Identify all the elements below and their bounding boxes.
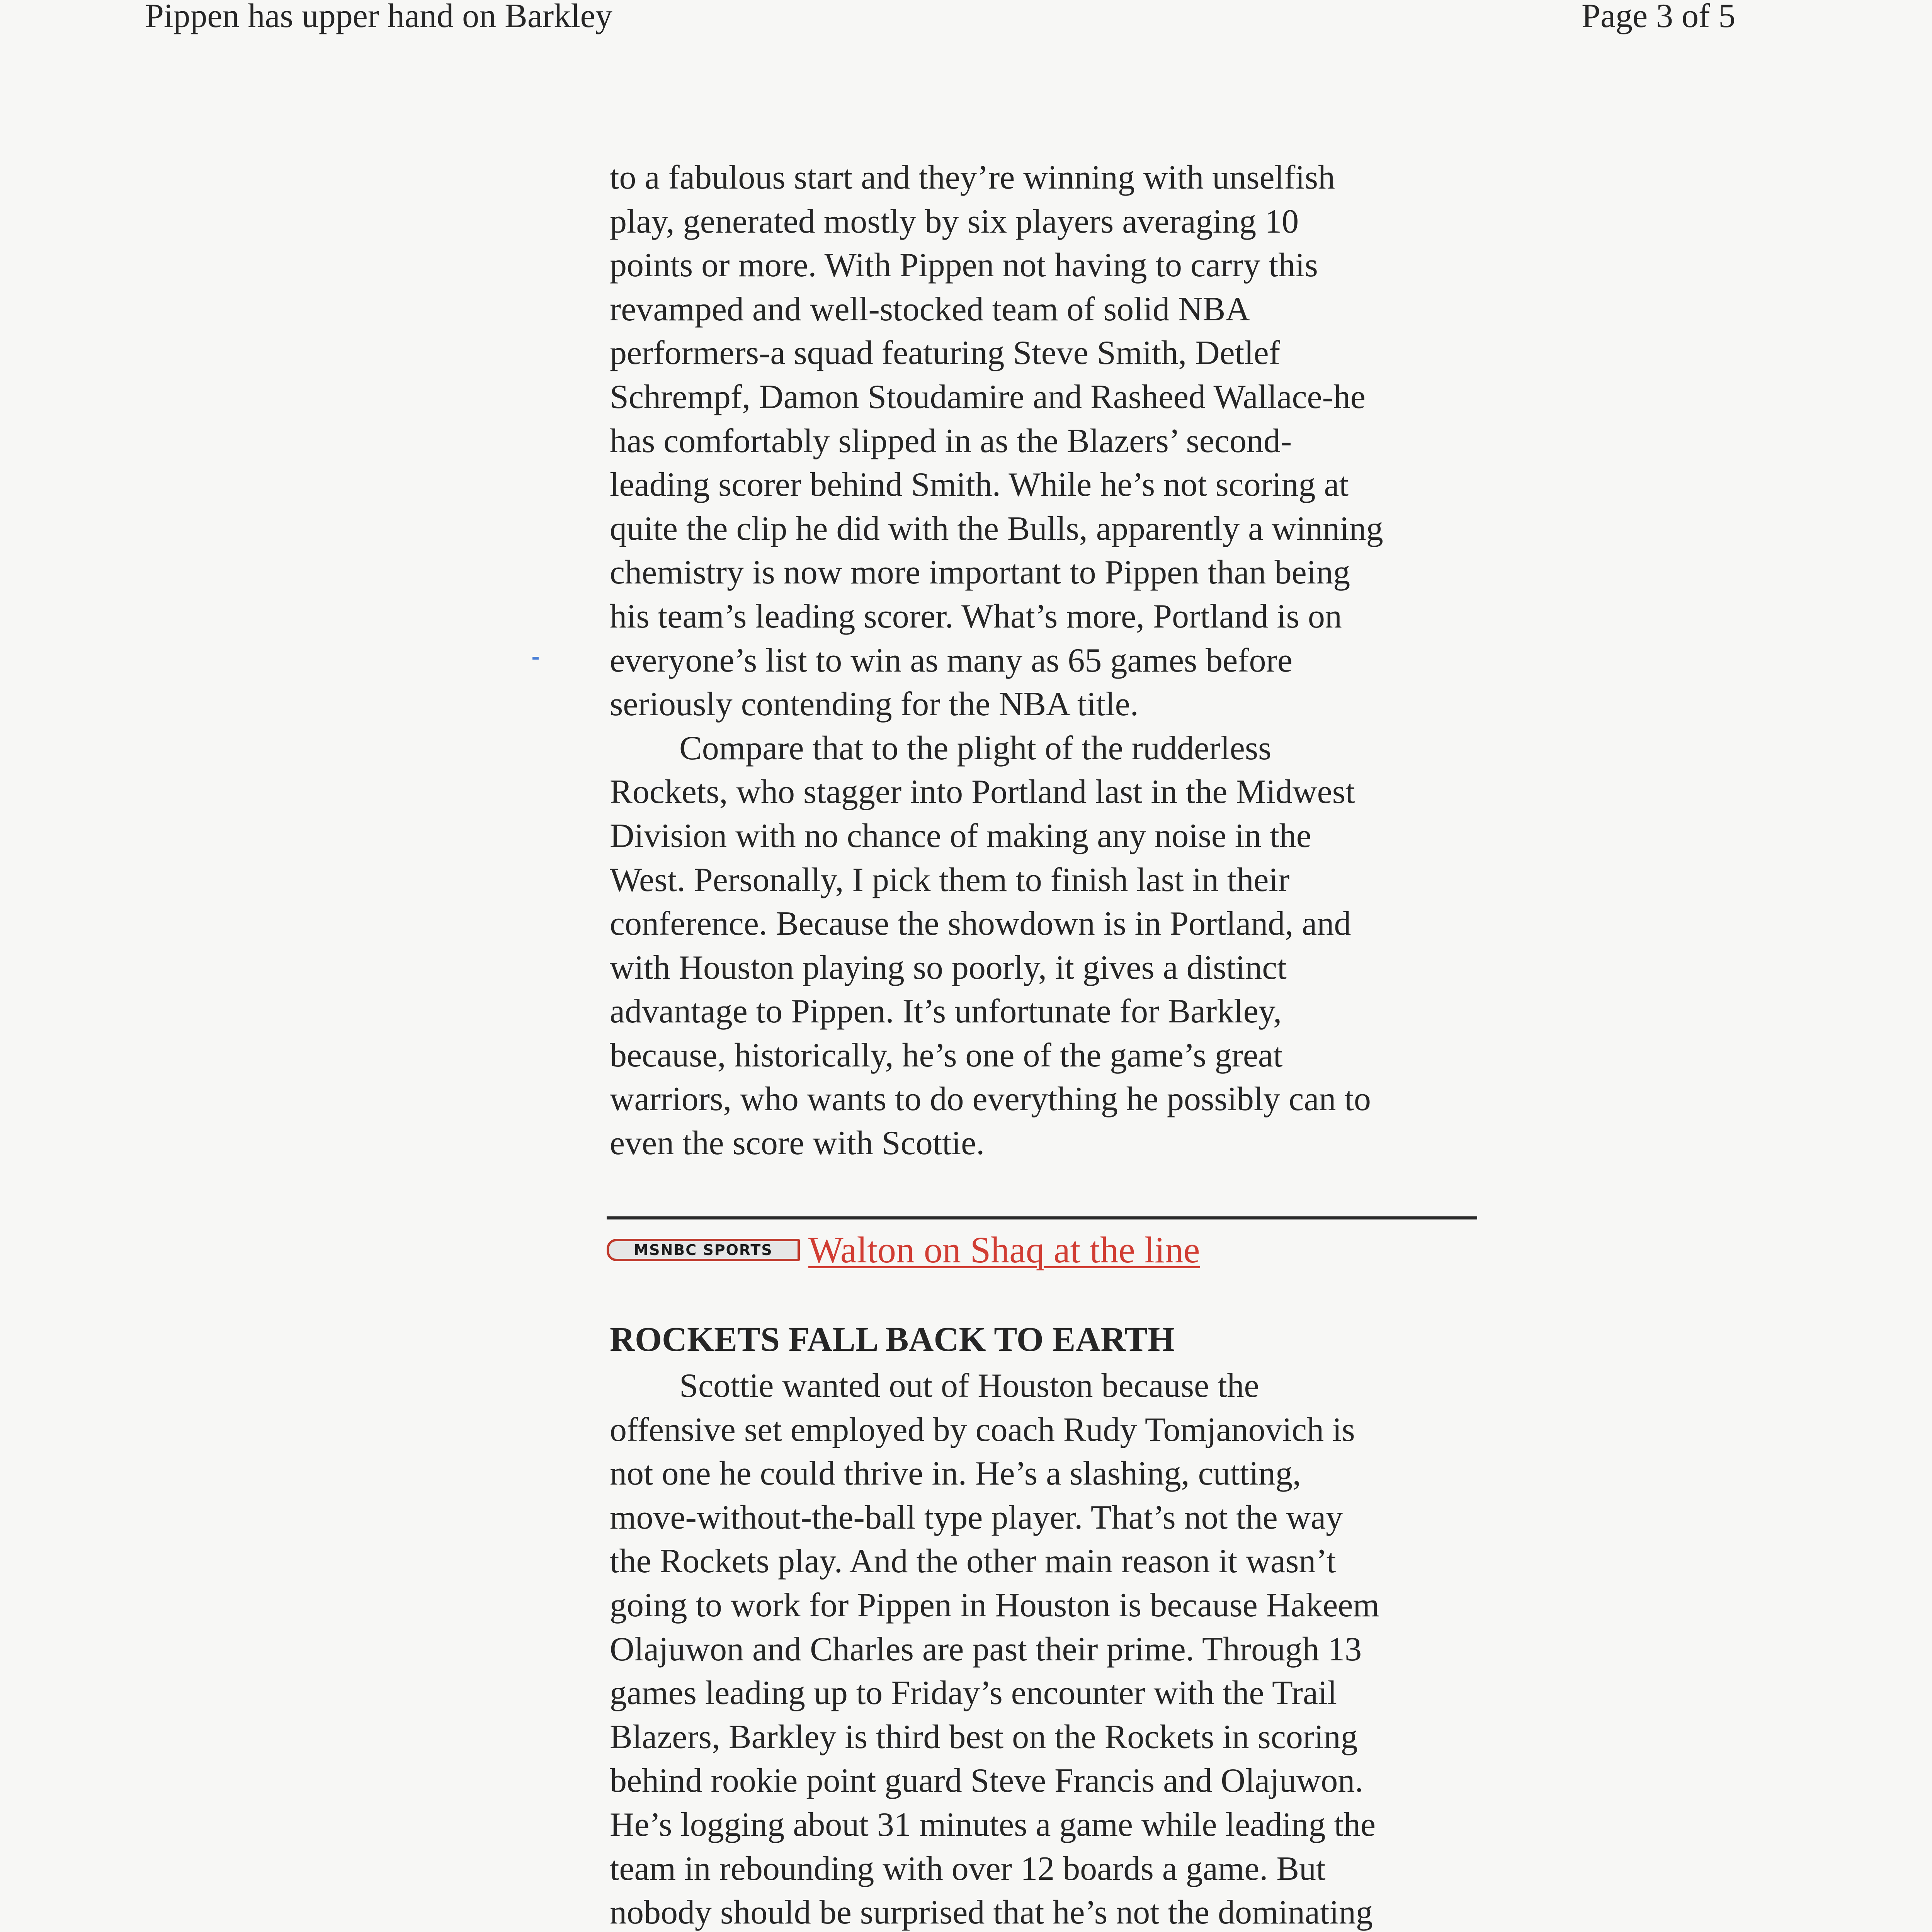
text-line: going to work for Pippen in Houston is because Hakeem xyxy=(610,1586,1379,1624)
related-story xyxy=(607,1229,1200,1271)
text-line: West. Personally, I pick them to finish last in their xyxy=(610,861,1290,899)
text-line: team in rebounding with over 12 boards a game. But xyxy=(610,1850,1326,1888)
msnbc-sports-logo: MSNBC SPORTS xyxy=(607,1239,800,1261)
text-line: because, historically, he’s one of the game’s great xyxy=(610,1036,1283,1074)
text-line: has comfortably slipped in as the Blazers’ second- xyxy=(610,422,1292,460)
text-line: his team’s leading scorer. What’s more, Portland is on xyxy=(610,597,1342,635)
text-line: the Rockets play. And the other main reason it wasn’t xyxy=(610,1543,1336,1580)
text-line: seriously contending for the NBA title. xyxy=(610,685,1139,723)
text-line: to a fabulous start and they’re winning with unselfish xyxy=(610,159,1335,196)
text-line: quite the clip he did with the Bulls, apparently a winning xyxy=(610,510,1383,548)
section-divider xyxy=(607,1216,1477,1219)
text-line: conference. Because the showdown is in Portland, and xyxy=(610,905,1351,943)
text-line: offensive set employed by coach Rudy Tomjanovich is xyxy=(610,1411,1355,1449)
text-line: Olajuwon and Charles are past their prime. Through 13 xyxy=(610,1630,1362,1668)
text-line: advantage to Pippen. It’s unfortunate for Barkley, xyxy=(610,993,1282,1031)
text-line: with Houston playing so poorly, it gives a distinct xyxy=(610,949,1287,986)
text-line: Blazers, Barkley is third best on the Rockets in scoring xyxy=(610,1718,1358,1756)
text-line: even the score with Scottie. xyxy=(610,1124,985,1162)
text-line: points or more. With Pippen not having to carry this xyxy=(610,247,1318,284)
text-line: leading scorer behind Smith. While he’s not scoring at xyxy=(610,466,1349,504)
text-line: behind rookie point guard Steve Francis and Olajuwon. xyxy=(610,1762,1364,1800)
page-number: Page 3 of 5 xyxy=(1582,0,1736,35)
page-header-title: Pippen has upper hand on Barkley xyxy=(145,0,612,35)
text-line: revamped and well-stocked team of solid NBA xyxy=(610,290,1250,328)
text-line: Rockets, who stagger into Portland last in the Midwest xyxy=(610,773,1355,811)
text-line: Compare that to the plight of the rudderless xyxy=(679,729,1272,767)
article-section-body xyxy=(610,1364,1483,1932)
text-line: Schrempf, Damon Stoudamire and Rasheed Wallace-he xyxy=(610,378,1366,416)
text-line: play, generated mostly by six players averaging 10 xyxy=(610,202,1299,240)
text-line: not one he could thrive in. He’s a slashing, cutting, xyxy=(610,1455,1301,1493)
text-line: games leading up to Friday’s encounter with the Trail xyxy=(610,1674,1337,1712)
stray-ink-mark xyxy=(532,657,539,660)
related-story-link[interactable]: Walton on Shaq at the line xyxy=(808,1229,1200,1270)
text-line: Division with no chance of making any noise in the xyxy=(610,817,1311,855)
text-line: chemistry is now more important to Pippen than being xyxy=(610,554,1350,592)
text-line: nobody should be surprised that he’s not the dominating xyxy=(610,1894,1373,1932)
text-line: He’s logging about 31 minutes a game while leading the xyxy=(610,1806,1376,1844)
text-line: move-without-the-ball type player. That’s not the way xyxy=(610,1498,1343,1536)
text-line: Scottie wanted out of Houston because the xyxy=(679,1367,1259,1405)
article-continuation xyxy=(610,156,1483,1165)
section-heading: ROCKETS FALL BACK TO EARTH xyxy=(610,1320,1175,1359)
text-line: warriors, who wants to do everything he possibly can to xyxy=(610,1080,1371,1118)
text-line: everyone’s list to win as many as 65 games before xyxy=(610,641,1293,679)
text-line: performers-a squad featuring Steve Smith, Detlef xyxy=(610,334,1280,372)
